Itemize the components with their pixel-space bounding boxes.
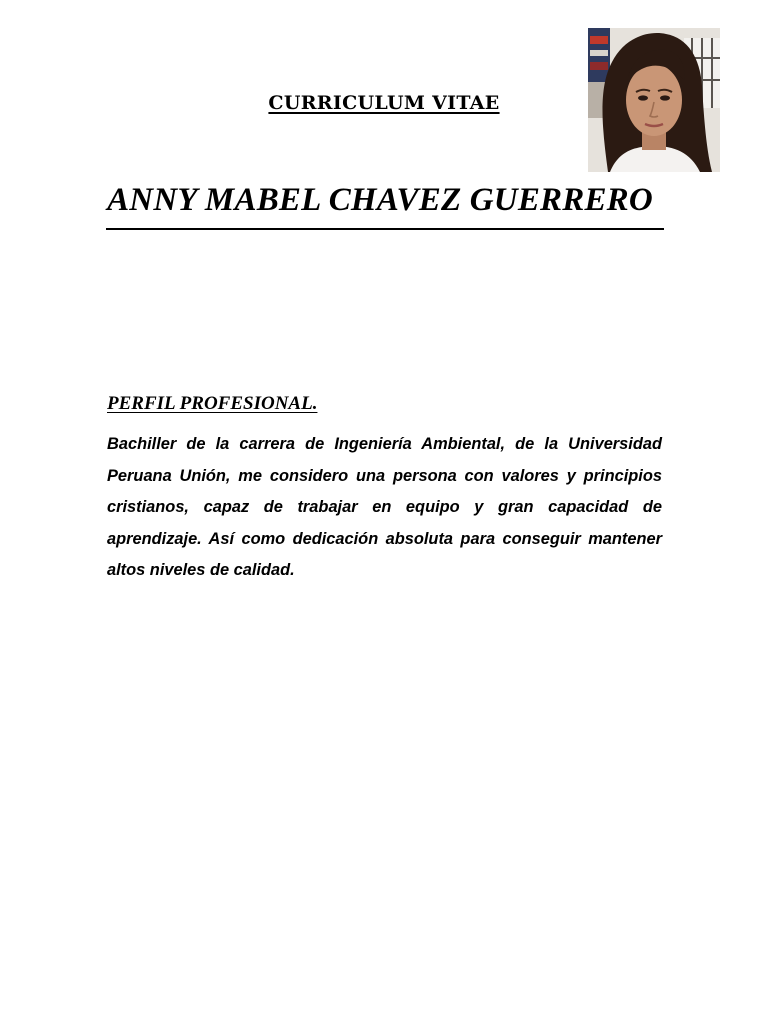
- portrait-photo: [588, 28, 720, 172]
- section-heading-profile: PERFIL PROFESIONAL.: [107, 393, 318, 414]
- name-divider: [106, 228, 664, 230]
- document-title: CURRICULUM VITAE: [268, 92, 500, 114]
- candidate-name: ANNY MABEL CHAVEZ GUERRERO: [107, 182, 653, 218]
- profile-paragraph: Bachiller de la carrera de Ingeniería Ambiental, de la Universidad Peruana Unión, me considero una persona con valores y principios cristianos, capaz de trabajar en equipo y gran capacidad de aprendizaje. Así como dedicación absoluta para conseguir mantener altos niveles de calidad.: [107, 435, 662, 579]
